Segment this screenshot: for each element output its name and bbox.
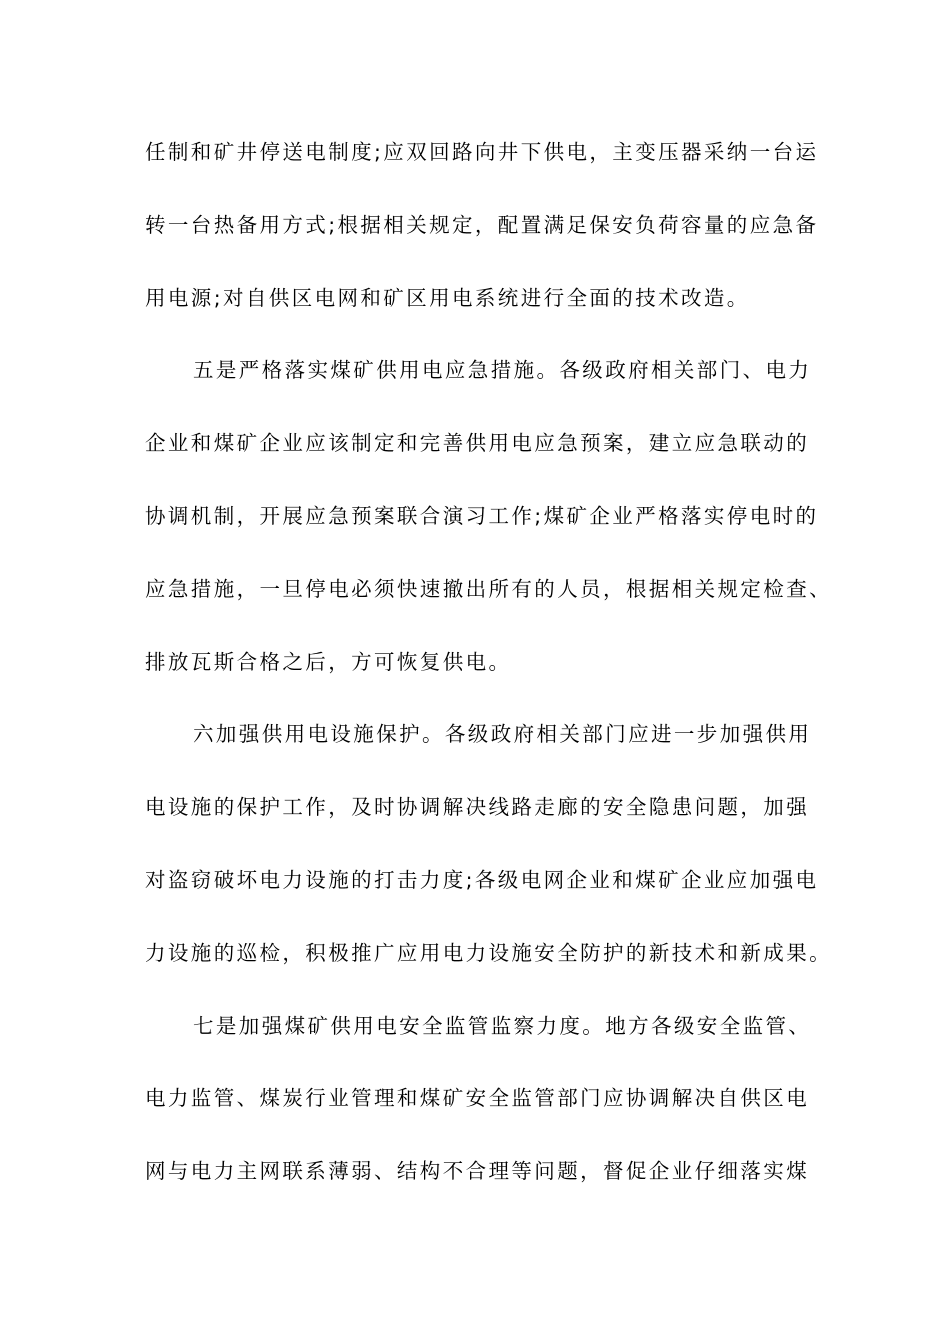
- text-line: 七是加强煤矿供用电安全监管监察力度。地方各级安全监管、: [193, 1013, 812, 1038]
- text-line: 任制和矿井停送电制度;应双回路向井下供电，主变压器采纳一台运: [145, 140, 819, 164]
- text-line: 转一台热备用方式;根据相关规定，配置满足保安负荷容量的应急备: [145, 212, 819, 237]
- text-line: 应急措施，一旦停电必须快速撤出所有的人员，根据相关规定检查、: [145, 576, 832, 601]
- text-line: 企业和煤矿企业应该制定和完善供用电应急预案，建立应急联动的: [145, 431, 810, 456]
- text-line: 用电源;对自供区电网和矿区用电系统进行全面的技术改造。: [145, 285, 750, 310]
- text-line: 六加强供用电设施保护。各级政府相关部门应进一步加强供用: [193, 722, 812, 747]
- text-line: 协调机制，开展应急预案联合演习工作;煤矿企业严格落实停电时的: [145, 503, 819, 528]
- text-line: 网与电力主网联系薄弱、结构不合理等问题，督促企业仔细落实煤: [145, 1159, 810, 1184]
- text-line: 排放瓦斯合格之后，方可恢复供电。: [145, 649, 512, 674]
- text-line: 对盗窃破坏电力设施的打击力度;各级电网企业和煤矿企业应加强电: [145, 867, 819, 892]
- text-line: 电设施的保护工作，及时协调解决线路走廊的安全隐患问题，加强: [145, 795, 810, 820]
- text-line: 五是严格落实煤矿供用电应急措施。各级政府相关部门、电力: [193, 358, 812, 383]
- text-line: 电力监管、煤炭行业管理和煤矿安全监管部门应协调解决自供区电: [145, 1086, 810, 1111]
- body-text: [145, 128, 832, 1220]
- text-line: 力设施的巡检，积极推广应用电力设施安全防护的新技术和新成果。: [145, 940, 832, 965]
